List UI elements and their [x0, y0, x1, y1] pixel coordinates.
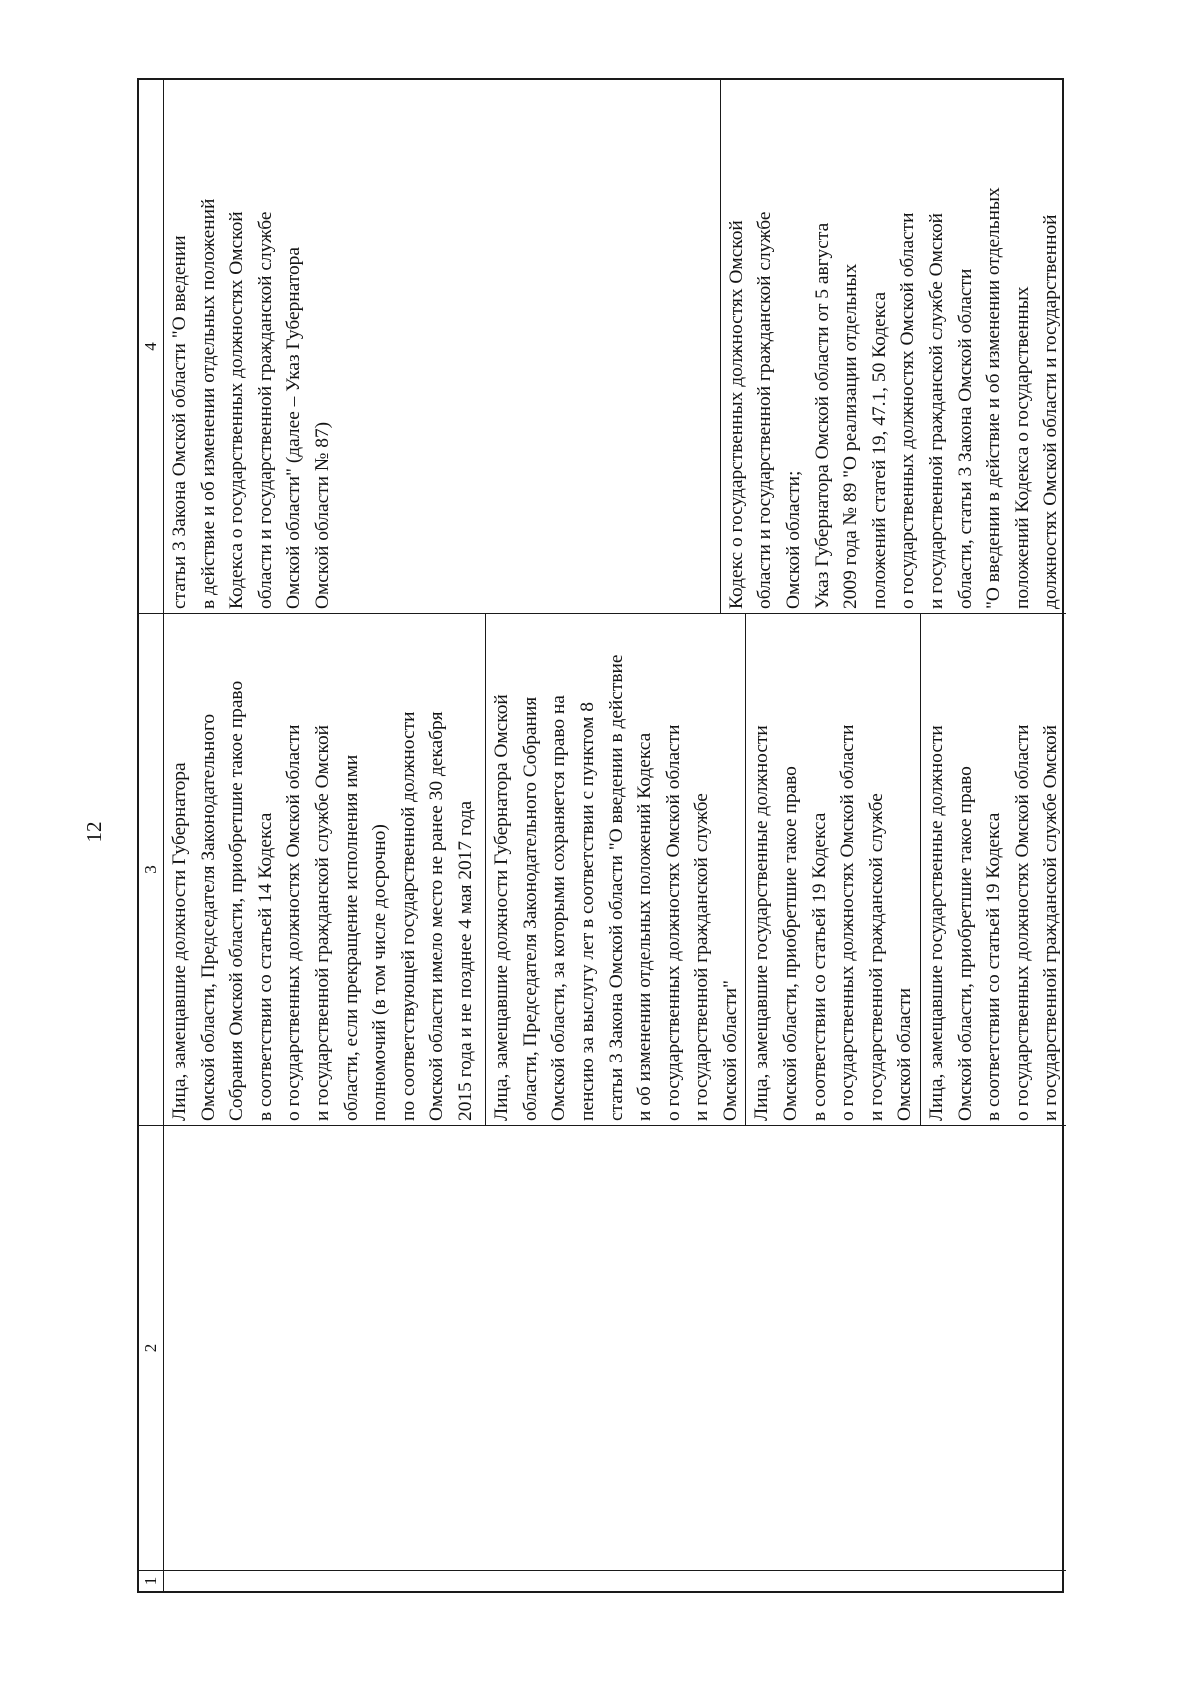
- column-header-1: 1: [139, 1570, 164, 1591]
- column-2-cell: [164, 1125, 1066, 1570]
- column-header-4: 4: [139, 80, 164, 613]
- col3-entry-1: Лица, замещавшие должности Губернатора Омской области, Председателя Законодательного Собрания Омской области, приобретшие такое право в соответствии со статьей 14 Кодекса о государственных должностях Омской области и государственной гражданской службе Омской области, если прекращение исполнения ими полномочий (в том числе досрочно) по соответствующей государственной должности Омской области имело место не ранее 30 декабря 2015 года и не позднее 4 мая 2017 года: [169, 680, 476, 1121]
- column-header-3: 3: [139, 613, 164, 1125]
- table-rotation-wrapper: [137, 78, 1064, 1593]
- col3-entry-4: Лица, замещавшие государственные должности Омской области, приобретшие такое право в соответствии со статьей 19 Кодекса о государственных должностях Омской области и государственной гражданской службе Омской: [920, 614, 1066, 1125]
- column-4-cell: [164, 80, 1066, 613]
- page-number: 12: [81, 821, 106, 843]
- col4-entry-1: статьи 3 Закона Омской области "О введении в действие и об изменении отдельных положений Кодекса о государственных должностях Омской области и государственной гражданской службе Омской области" (далее – Указ Губернатора Омской области № 87): [169, 198, 333, 609]
- col3-entry-2: Лица, замещавшие должности Губернатора Омской области, Председателя Законодательного Собрания Омской области, за которыми сохраняется право на пенсию за выслугу лет в соответствии с пунктом 8 статьи 3 Закона Омской области "О введении в действие и об изменении отдельных положений Кодекса о государственных должностях Омской области и государственной гражданской службе Омской области": [485, 614, 745, 1125]
- col4-entry-2: Кодекс о государственных должностях Омской области и государственной гражданской службе Омской области; Указ Губернатора Омской области от 5 августа 2009 года № 89 "О реализации отдельных положений статей 19, 47.1, 50 Кодекса о государственных должностях Омской области и государственной гражданской службе Омской области, статьи 3 Закона Омской области "О введении в действие и об изменении отдельных положений Кодекса о государственных должностях Омской области и государственной: [720, 80, 1066, 613]
- column-1-cell: [164, 1570, 1066, 1591]
- col3-entry-3: Лица, замещавшие государственные должности Омской области, приобретшие такое право в соответствии со статьей 19 Кодекса о государственных должностях Омской области и государственной гражданской службе Омской области: [745, 614, 920, 1125]
- column-3-cell: [164, 613, 1066, 1125]
- document-table: [137, 78, 1064, 1593]
- column-header-2: 2: [139, 1125, 164, 1570]
